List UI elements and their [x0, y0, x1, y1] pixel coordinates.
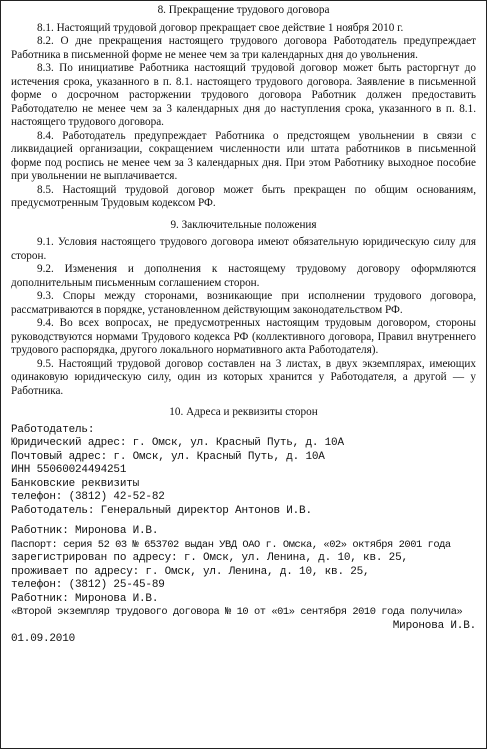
clause-8-1: 8.1. Настоящий трудовой договор прекращает свое действие 1 ноября 2010 г.: [37, 21, 404, 34]
receipt-signature: Миронова И.В.: [392, 619, 476, 632]
clause-9-3: 9.3. Споры между сторонами, возникающие при исполнении трудового договора, рассматриваются в порядке, установленном действующим законодательством РФ.: [11, 290, 476, 316]
employer-bank-details: Банковские реквизиты: [11, 477, 140, 490]
employer-signatory: Работодатель: Генеральный директор Антонов И.В.: [11, 504, 312, 517]
clause-8-4: 8.4. Работодатель предупреждает Работника о предстоящем увольнении в связи с ликвидацией организации, сокращением численности или штата работников в письменной форме под роспись не менее чем за 3 календарных дня. При этом Работнику выходное пособие при увольнении не выплачивается.: [11, 129, 476, 182]
clause-9-2: 9.2. Изменения и дополнения к настоящему трудовому договору оформляются дополнительным письменным соглашением сторон.: [11, 263, 476, 289]
clause-8-3: 8.3. По инициативе Работника настоящий трудовой договор может быть расторгнут до истечения срока, указанного в п. 8.1. настоящего трудового договора. Заявление в письменной форме о досрочном расторжении трудового договора Работник должен предоставить Работодателю не менее чем за 3 календарных дня до наступления срока, указанного в п. 8.1. настоящего трудового договора.: [11, 62, 476, 128]
section-9-title: 9. Заключительные положения: [170, 218, 317, 231]
employee-label: Работник: Миронова И.В.: [11, 525, 159, 537]
employee-phone: телефон: (3812) 25-45-89: [11, 579, 165, 591]
employee-details: [11, 525, 476, 647]
document-date: 01.09.2010: [11, 633, 76, 645]
employer-label: Работодатель:: [11, 423, 95, 436]
clause-9-5: 9.5. Настоящий трудовой договор составлен на 3 листах, в двух экземплярах, имеющих одинаковую юридическую силу, один из которых хранится у Работодателя, а другой — у Работника.: [11, 357, 476, 397]
employee-registration: зарегистрирован по адресу: г. Омск, ул. Ленина, д. 10, кв. 25,: [11, 552, 408, 564]
section-8-title: 8. Прекращение трудового договора: [157, 4, 330, 16]
employee-residence: проживает по адресу: г. Омск, ул. Ленина, д. 10, кв. 25,: [11, 565, 370, 578]
clause-9-4: 9.4. Во всех вопросах, не предусмотренных настоящим трудовым договором, стороны руководствуются нормами Трудового кодекса РФ (коллективного договора, Правил внутреннего трудового распорядка, другого локального нормативного акта Работодателя).: [11, 317, 476, 356]
clause-8-2: 8.2. О дне прекращения настоящего трудового договора Работодатель предупреждает Работника в письменной форме не менее чем за три календарных дня до увольнения.: [11, 35, 476, 61]
section-10-title: 10. Адреса и реквизиты сторон: [169, 406, 318, 418]
clause-9-1: 9.1. Условия настоящего трудового договора имеют обязательную юридическую силу для сторон.: [11, 236, 476, 262]
employer-details: [11, 424, 476, 519]
employee-signatory: Работник: Миронова И.В.: [11, 592, 159, 605]
employer-inn: ИНН 55060024494251: [11, 464, 127, 476]
clause-8-5: 8.5. Настоящий трудовой договор может быть прекращен по общим основаниям, предусмотренным Трудовым кодексом РФ.: [11, 183, 476, 209]
employer-postal-address: Почтовый адрес: г. Омск, ул. Красный Путь, д. 10А: [11, 450, 325, 463]
employer-phone: телефон: (3812) 42-52-82: [11, 491, 165, 503]
employee-passport: Паспорт: серия 52 03 № 653702 выдан УВД ОАО г. Омска, «02» октября 2001 года: [11, 538, 451, 551]
employer-legal-address: Юридический адрес: г. Омск, ул. Красный Путь, д. 10А: [11, 437, 344, 449]
receipt-note: «Второй экземпляр трудового договора № 10 от «01» сентября 2010 года получила»: [11, 606, 463, 618]
